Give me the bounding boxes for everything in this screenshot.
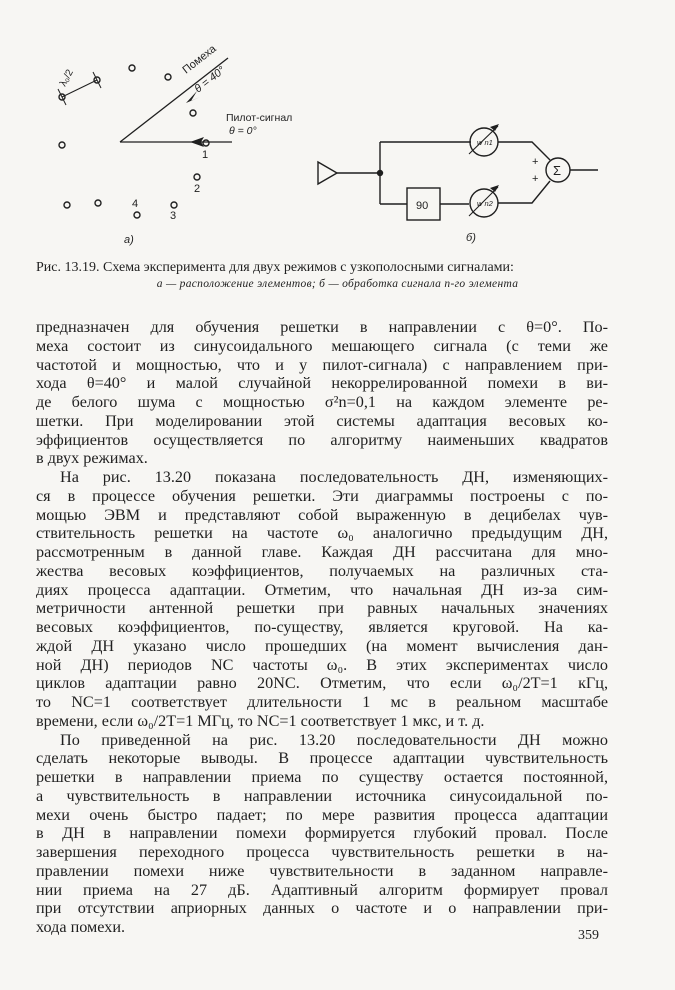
text-line: жества весовых коэффициентов, получаемых на различных ста- <box>36 561 608 580</box>
text-line: ждой ДН указано число прошедших (на момент вычисления дан- <box>36 636 608 655</box>
text-line: правлении помехи ниже чувствительности в заданном направле- <box>36 861 608 880</box>
figure-caption-title: Рис. 13.19. Схема эксперимента для двух режимов с узкополосными сигналами: <box>36 260 514 275</box>
figure-caption-subtitle: а — расположение элементов; б — обработка сигнала n-го элемента <box>156 278 519 290</box>
text-line: диях процесса адаптации. Отметим, что начальная ДН из-за сим- <box>36 580 608 599</box>
antenna-element-1 <box>203 140 209 146</box>
text-line: ся в процессе обучения решетки. Эти диаграммы построены с по- <box>36 486 608 505</box>
text-line: хода θ=40° и малой случайной некоррелированной помехи в ви- <box>36 374 608 393</box>
element-number-1: 1 <box>202 149 209 161</box>
text-line: меха состоит из синусоидального мешающего сигнала (с теми же <box>36 336 608 355</box>
text-line: ной ДН) периодов NC частоты ω₀. В этих экспериментах число <box>36 655 608 674</box>
noise-label: Помеха <box>180 42 219 77</box>
antenna-element <box>129 65 135 71</box>
element-number-4: 4 <box>132 198 139 210</box>
text-line: в двух режимах. <box>36 449 148 468</box>
text-line: то NC=1 соответствует длительности 1 мс в реальном масштабе <box>36 693 608 711</box>
body-text <box>36 318 608 937</box>
figure-b-arrowheads <box>490 124 499 192</box>
pilot-angle-label: θ = 0° <box>229 125 257 137</box>
figure-b-sublabel: б) <box>466 232 476 244</box>
text-line: мехи очень быстро падает; по мере развития процесса адаптации <box>36 805 608 824</box>
text-line: предназначен для обучения решетки в направлении с θ=0°. По- <box>36 318 608 336</box>
text-line: По приведенной на рис. 13.20 последовательности ДН можно <box>60 730 608 749</box>
text-line: метричности антенной решетки при равных начальных значениях <box>36 599 608 618</box>
antenna-element <box>190 110 196 116</box>
element-number-3: 3 <box>170 210 177 222</box>
antenna-element <box>59 142 65 148</box>
antenna-element <box>95 200 101 206</box>
noise-angle-label: θ = 40° <box>192 64 228 96</box>
element-number-2: 2 <box>194 183 201 195</box>
text-line: нии приема на 27 дБ. Адаптивный алгоритм формирует провал <box>36 880 608 899</box>
antenna-element <box>165 74 171 80</box>
page-number: 359 <box>578 928 599 943</box>
text-line: рассмотренным в данной главе. Каждая ДН рассчитана для мно- <box>36 543 608 561</box>
text-line: в ДН в направлении помехи формируется глубокий провал. После <box>36 824 608 843</box>
block-90-label: 90 <box>416 200 429 212</box>
text-line: На рис. 13.20 показана последовательность ДН, изменяющих- <box>60 468 608 486</box>
figure-13-19 <box>0 0 675 255</box>
sum-symbol: Σ <box>553 163 562 178</box>
antenna-element-4 <box>134 212 140 218</box>
text-line: завершения переходного процесса чувствительность решетки в на- <box>36 843 608 861</box>
text-line: мощью ЭВМ и представляют собой выраженную в децибелах чув- <box>36 505 608 524</box>
figure-a-sublabel: а) <box>124 234 134 246</box>
antenna-element-2 <box>194 174 200 180</box>
antenna-element <box>64 202 70 208</box>
text-line: эффициентов осуществляется по алгоритму наименьших квадратов <box>36 430 608 449</box>
spacing-label: λ₀/2 <box>57 67 76 89</box>
text-line: шетки. При моделировании этой системы адаптация весовых ко- <box>36 411 608 430</box>
text-line: циклов адаптации равно 20NC. Отметим, что если ω₀/2T=1 кГц, <box>36 674 608 693</box>
plus-sign-1: + <box>532 156 539 168</box>
text-line: хода помехи. <box>36 918 126 936</box>
weight-1-label: w n1 <box>477 138 493 147</box>
text-line: сделать некоторые выводы. В процессе адаптации чувствительность <box>36 749 608 768</box>
pilot-label: Пилот-сигнал <box>226 112 293 124</box>
text-line: ствительность решетки на частоте ω₀ аналогично предыдущим ДН, <box>36 524 608 543</box>
plus-sign-2: + <box>532 173 539 185</box>
text-line: весовых коэффициентов, по-существу, является круговой. На ка- <box>36 618 608 636</box>
text-line: а чувствительность в направлении источника синусоидальной по- <box>36 786 608 805</box>
weight-2-label: w n2 <box>477 199 493 208</box>
text-line: де белого шума с мощностью σ²n=0,1 на каждом элементе ре- <box>36 393 608 411</box>
text-line: времени, если ω₀/2T=1 МГц, то NC=1 соответствует 1 мкс, и т. д. <box>36 711 485 730</box>
text-line: при отсутствии априорных данных о частоте и о направлении при- <box>36 899 608 918</box>
antenna-element-3 <box>171 202 177 208</box>
input-antenna-triangle <box>318 162 337 184</box>
text-line: частотой и мощностью, что и у пилот-сигнала) с направлением при- <box>36 355 608 374</box>
text-line: решетки в направлении приема по существу остается постоянной, <box>36 768 608 786</box>
